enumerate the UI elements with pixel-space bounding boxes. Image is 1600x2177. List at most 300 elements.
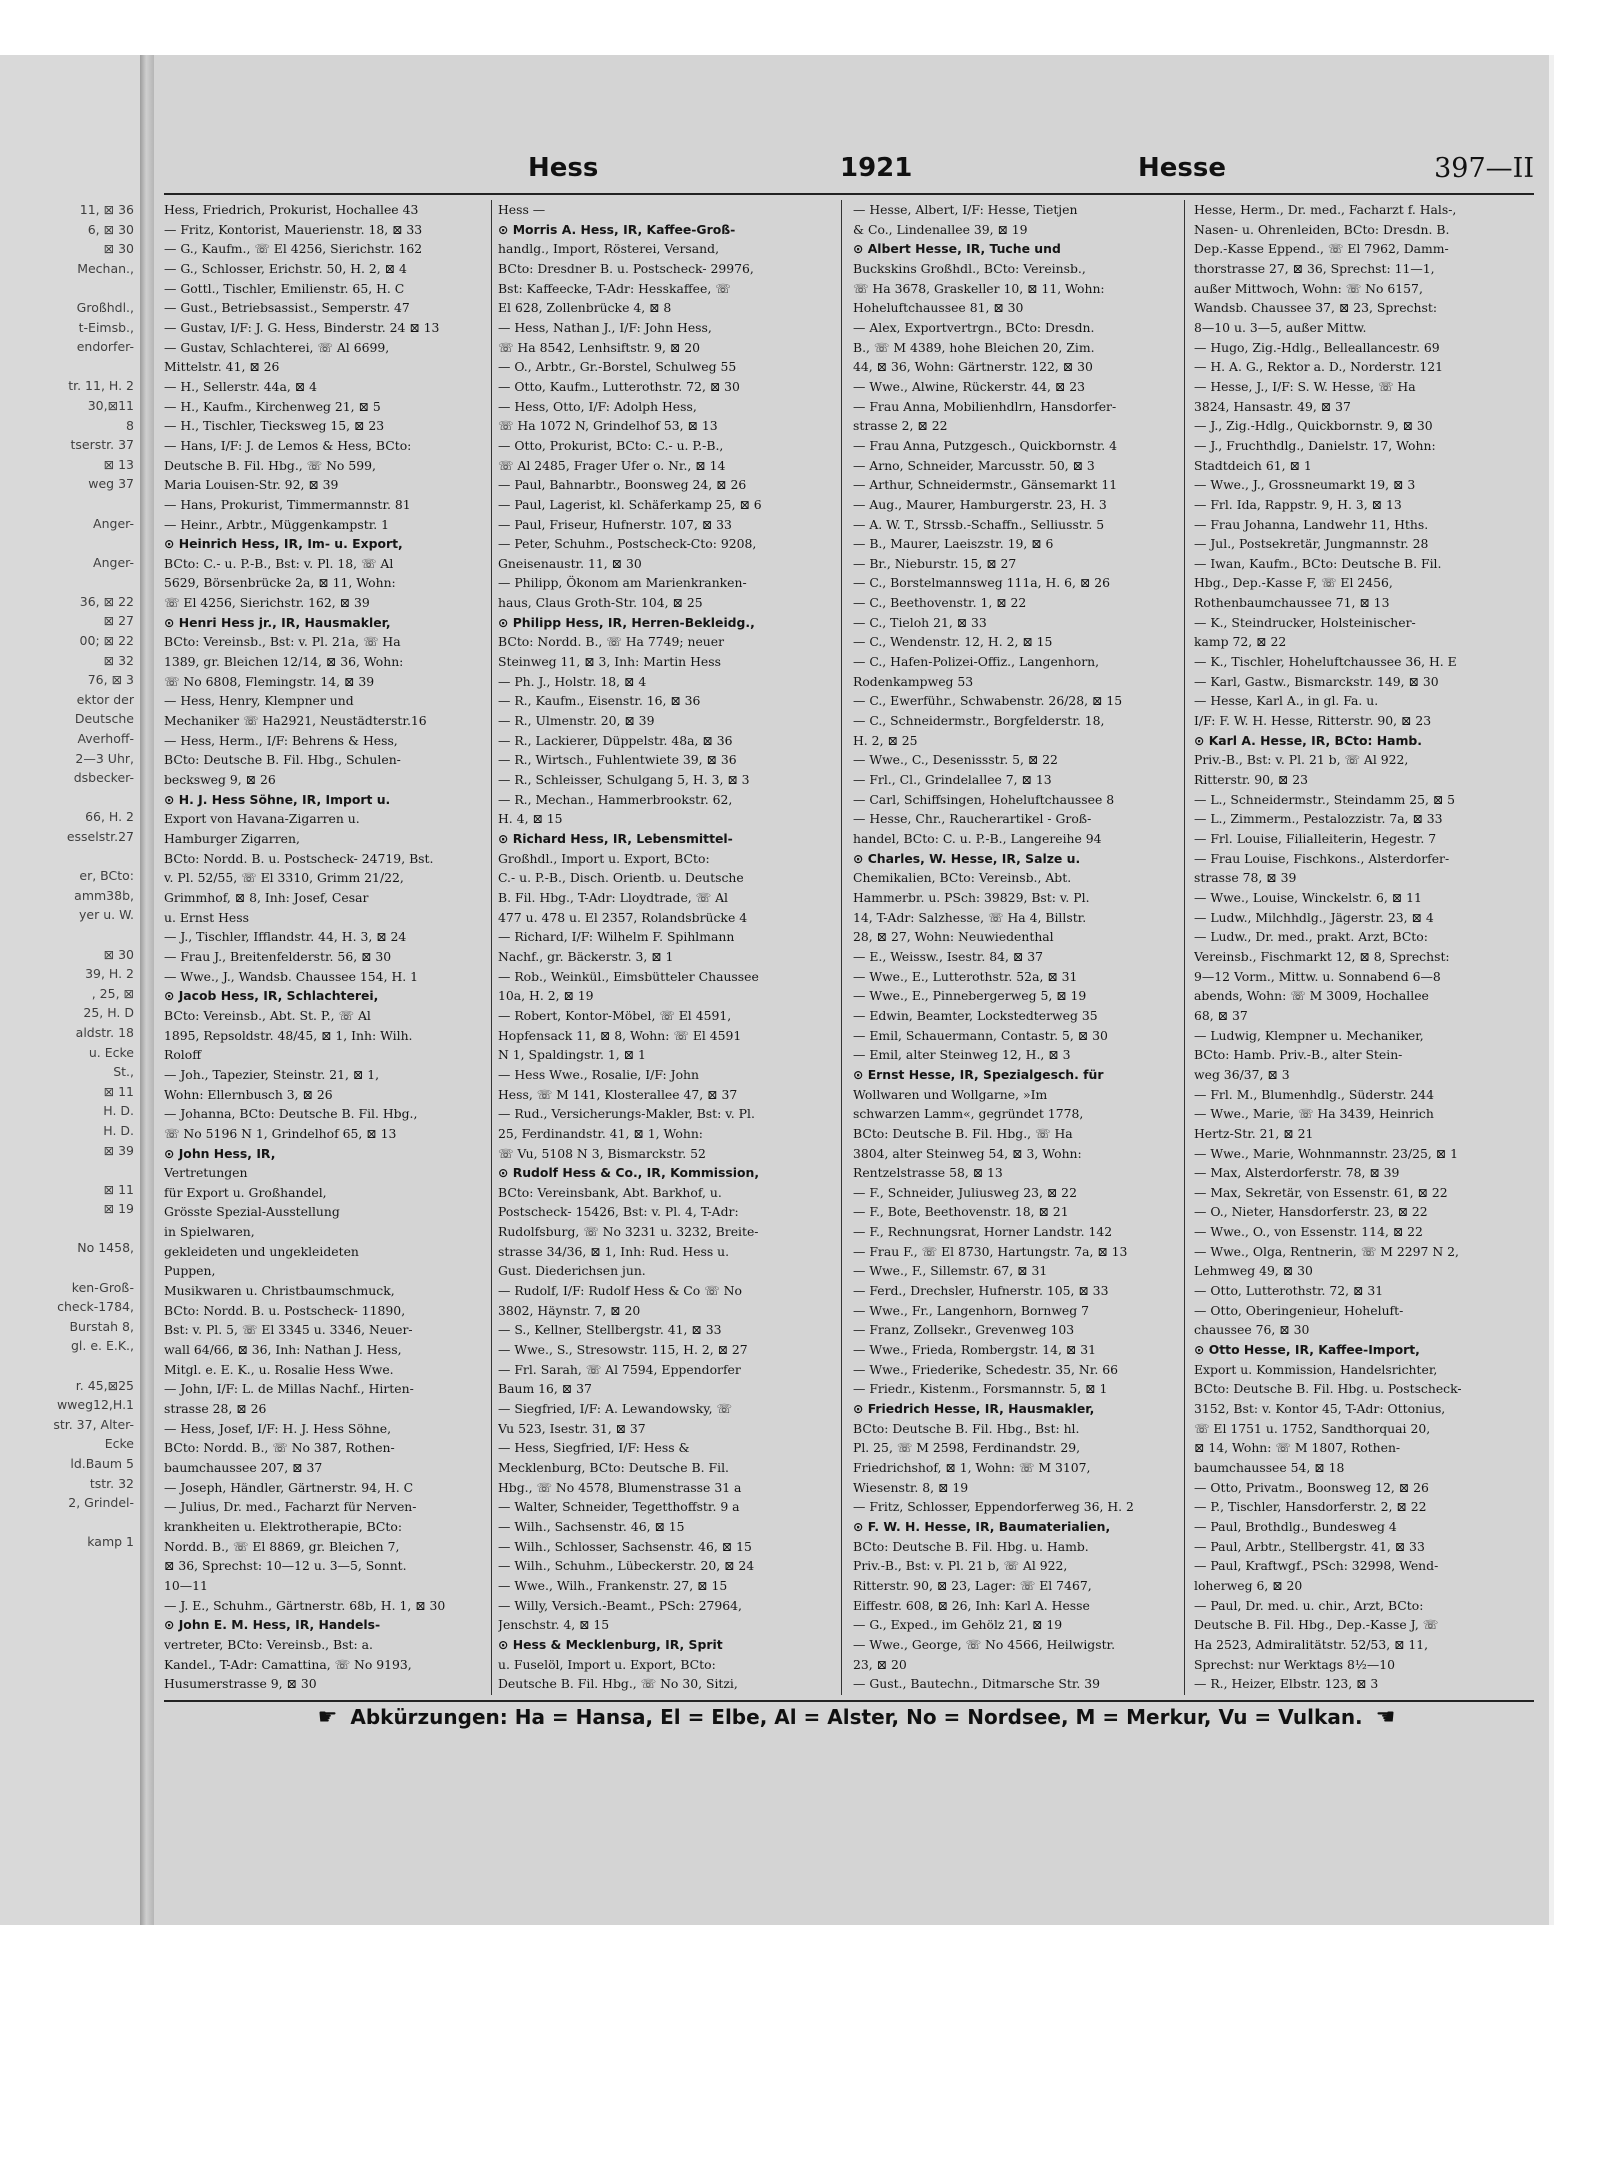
margin-line: 2—3 Uhr,	[75, 750, 134, 766]
directory-entry: — S., Kellner, Stellbergstr. 41, ⊠ 33	[498, 1322, 722, 1338]
directory-entry: — Wwe., Louise, Winckelstr. 6, ⊠ 11	[1194, 889, 1422, 905]
directory-entry: Vu 523, Isestr. 31, ⊠ 37	[498, 1420, 646, 1436]
directory-entry: — E., Weissw., Isestr. 84, ⊠ 37	[853, 948, 1043, 964]
directory-entry: baumchaussee 207, ⊠ 37	[164, 1460, 323, 1475]
directory-entry: — Otto, Privatm., Boonsweg 12, ⊠ 26	[1194, 1479, 1429, 1495]
margin-line: str. 37, Alter-	[53, 1416, 134, 1432]
directory-entry: — P., Tischler, Hansdorferstr. 2, ⊠ 22	[1194, 1499, 1427, 1515]
directory-entry: BCto: Nordd. B., ☏ Ha 7749; neuer	[498, 634, 725, 650]
directory-entry: — Wwe., Marie, ☏ Ha 3439, Heinrich	[1194, 1106, 1434, 1122]
margin-line: H. D.	[103, 1103, 134, 1119]
directory-entry: Großhdl., Import u. Export, BCto:	[498, 850, 710, 866]
directory-entry: Postscheck- 15426, Bst: v. Pl. 4, T-Adr:	[498, 1204, 739, 1220]
margin-line: yer u. W.	[79, 907, 134, 923]
directory-entry: — Ferd., Drechsler, Hufnerstr. 105, ⊠ 33	[853, 1283, 1109, 1299]
directory-entry: Buckskins Großhdl., BCto: Vereinsb.,	[853, 260, 1086, 276]
directory-entry: — Wwe., Alwine, Rückerstr. 44, ⊠ 23	[853, 378, 1086, 394]
directory-entry: ⊙ Henri Hess jr., IR, Hausmakler,	[164, 614, 391, 630]
directory-entry: ⊙ John Hess, IR,	[164, 1145, 276, 1161]
abbreviations-footer	[204, 1705, 1509, 1735]
directory-entry: Bst: v. Pl. 5, ☏ El 3345 u. 3346, Neuer-	[164, 1322, 413, 1338]
directory-entry: haus, Claus Groth-Str. 104, ⊠ 25	[498, 595, 703, 611]
directory-entry: — C., Hafen-Polizei-Offiz., Langenhorn,	[853, 654, 1100, 670]
directory-entry: — J., Zig.-Hdlg., Quickbornstr. 9, ⊠ 30	[1194, 418, 1433, 434]
header-year: 1921	[840, 153, 913, 183]
directory-entry: kamp 72, ⊠ 22	[1194, 634, 1287, 650]
directory-entry: ⊙ Rudolf Hess & Co., IR, Kommission,	[498, 1165, 760, 1181]
directory-entry: Wiesenstr. 8, ⊠ 19	[853, 1479, 969, 1495]
margin-line: 36, ⊠ 22	[79, 593, 134, 609]
directory-entry: — Rob., Weinkül., Eimsbütteler Chaussee	[498, 968, 759, 984]
directory-entry: BCto: Vereinsbank, Abt. Barkhof, u.	[498, 1184, 722, 1200]
directory-entry: — Gustav, I/F: J. G. Hess, Binderstr. 24 ⊠ 13	[164, 319, 440, 335]
directory-entry: Hammerbr. u. PSch: 39829, Bst: v. Pl.	[853, 889, 1090, 905]
directory-entry: ⊙ Richard Hess, IR, Lebensmittel-	[498, 831, 733, 846]
directory-entry: — Frau Anna, Mobilienhdlrn, Hansdorfer-	[853, 398, 1117, 414]
directory-entry: — J. E., Schuhm., Gärtnerstr. 68b, H. 1, ⊠ 30	[164, 1597, 446, 1613]
margin-line: Anger-	[93, 515, 134, 531]
directory-entry: — Wwe., F., Sillemstr. 67, ⊠ 31	[853, 1263, 1048, 1279]
directory-entry: — Frau Johanna, Landwehr 11, Hths.	[1194, 516, 1429, 532]
directory-entry: Chemikalien, BCto: Vereinsb., Abt.	[853, 870, 1072, 886]
directory-entry: Bst: Kaffeecke, T-Adr: Hesskaffee, ☏	[498, 280, 731, 296]
directory-entry: — Hess, Herm., I/F: Behrens & Hess,	[164, 732, 398, 748]
directory-entry: Priv.-B., Bst: v. Pl. 21 b, ☏ Al 922,	[853, 1558, 1068, 1574]
directory-entry: ☏ Ha 3678, Graskeller 10, ⊠ 11, Wohn:	[853, 280, 1105, 296]
directory-entry: u. Ernst Hess	[164, 909, 249, 925]
directory-entry: Vertretungen	[164, 1165, 248, 1181]
margin-line: St.,	[113, 1064, 134, 1080]
directory-entry: — Hess, Otto, I/F: Adolph Hess,	[498, 398, 697, 414]
directory-entry: — Hess, Josef, I/F: H. J. Hess Söhne,	[164, 1420, 392, 1436]
directory-entry: — Julius, Dr. med., Facharzt für Nerven-	[164, 1499, 417, 1515]
directory-entry: strasse 78, ⊠ 39	[1194, 870, 1297, 886]
margin-line: tr. 11, H. 2	[68, 378, 134, 394]
margin-line: ⊠ 27	[103, 613, 134, 629]
directory-entry: BCto: Hamb. Priv.-B., alter Stein-	[1194, 1047, 1403, 1063]
margin-line: Mechan.,	[77, 260, 134, 276]
directory-entry	[853, 1694, 1174, 1695]
directory-entry: — J., Fruchthdlg., Danielstr. 17, Wohn:	[1194, 437, 1436, 453]
directory-entry: Nordd. B., ☏ El 8869, gr. Bleichen 7,	[164, 1538, 400, 1554]
directory-entry: 8—10 u. 3—5, außer Mittw.	[1194, 319, 1367, 335]
directory-entry: Grimmhof, ⊠ 8, Inh: Josef, Cesar	[164, 889, 369, 905]
directory-entry: ⊙ H. J. Hess Söhne, IR, Import u.	[164, 791, 391, 807]
directory-entry: — Paul, Arbtr., Stellbergstr. 41, ⊠ 33	[1194, 1538, 1425, 1554]
directory-entry: 1389, gr. Bleichen 12/14, ⊠ 36, Wohn:	[164, 654, 404, 670]
column-divider	[841, 200, 842, 1695]
directory-entry: — Ludw., Milchhdlg., Jägerstr. 23, ⊠ 4	[1194, 909, 1434, 925]
margin-line: 25, H. D	[83, 1005, 134, 1021]
directory-entry: — Hesse, J., I/F: S. W. Hesse, ☏ Ha	[1194, 378, 1416, 394]
previous-page-text	[0, 200, 140, 1552]
directory-entry: — Johanna, BCto: Deutsche B. Fil. Hbg.,	[164, 1106, 418, 1122]
directory-entry: Sprechst: nur Werktags 8½—10	[1194, 1656, 1396, 1672]
directory-entry: — Richard, I/F: Wilhelm F. Spihlmann	[498, 929, 735, 945]
directory-entry: — Hugo, Zig.-Hdlg., Belleallancestr. 69	[1194, 339, 1440, 355]
directory-entry: — G., Kaufm., ☏ El 4256, Sierichstr. 162	[164, 241, 423, 257]
directory-entry: — Frl. M., Blumenhdlg., Süderstr. 244	[1194, 1086, 1435, 1102]
directory-entry: — Paul, Friseur, Hufnerstr. 107, ⊠ 33	[498, 516, 732, 532]
margin-line: ⊠ 11	[103, 1181, 134, 1197]
directory-entry: ⊙ Karl A. Hesse, IR, BCto: Hamb.	[1194, 732, 1422, 748]
margin-line: ⊠ 30	[103, 241, 134, 257]
directory-entry: B., ☏ M 4389, hohe Bleichen 20, Zim.	[853, 339, 1095, 355]
margin-line: ⊠ 19	[103, 1201, 134, 1217]
directory-entry: ⊙ F. W. H. Hesse, IR, Baumaterialien,	[853, 1518, 1111, 1534]
directory-entry: 10—11	[164, 1577, 208, 1593]
directory-entry: — Wwe., J., Wandsb. Chaussee 154, H. 1	[164, 968, 419, 984]
directory-entry: Hess, Friedrich, Prokurist, Hochallee 43	[164, 202, 419, 217]
directory-entry: Steinweg 11, ⊠ 3, Inh: Martin Hess	[498, 654, 721, 670]
margin-line	[0, 847, 140, 867]
directory-entry: — Emil, alter Steinweg 12, H., ⊠ 3	[853, 1047, 1071, 1063]
directory-entry: Hesse, Herm., Dr. med., Facharzt f. Hals-,	[1194, 202, 1457, 217]
directory-entry: — C., Schneidermstr., Borgfelderstr. 18,	[853, 713, 1105, 729]
directory-entry: — Walter, Schneider, Tegetthoffstr. 9 a	[498, 1499, 740, 1515]
margin-line: 6, ⊠ 30	[87, 221, 134, 237]
directory-column-4	[1194, 200, 1539, 1695]
margin-line: amm38b,	[74, 887, 134, 903]
directory-entry: — Ph. J., Holstr. 18, ⊠ 4	[498, 673, 647, 689]
directory-entry	[498, 1694, 819, 1695]
directory-entry: — Edwin, Beamter, Lockstedterweg 35	[853, 1007, 1098, 1023]
directory-entry: — R., Ulmenstr. 20, ⊠ 39	[498, 713, 655, 729]
directory-entry: — Wwe., Frieda, Rombergstr. 14, ⊠ 31	[853, 1342, 1096, 1358]
directory-entry: strasse 28, ⊠ 26	[164, 1401, 267, 1417]
margin-line: , 25, ⊠	[91, 985, 134, 1001]
margin-line: Averhoff-	[77, 731, 134, 747]
directory-entry: — Wwe., Marie, Wohnmannstr. 23/25, ⊠ 1	[1194, 1145, 1458, 1161]
margin-line	[0, 278, 140, 298]
directory-entry: abends, Wohn: ☏ M 3009, Hochallee	[1194, 988, 1429, 1004]
margin-line: 00; ⊠ 22	[79, 633, 134, 649]
directory-entry: Rudolfsburg, ☏ No 3231 u. 3232, Breite-	[498, 1224, 759, 1240]
directory-column-2	[498, 200, 819, 1695]
directory-entry: Dep.-Kasse Eppend., ☏ El 7962, Damm-	[1194, 241, 1449, 257]
directory-entry: Kandel., T-Adr: Camattina, ☏ No 9193,	[164, 1656, 412, 1672]
directory-entry: — Wwe., Olga, Rentnerin, ☏ M 2297 N 2,	[1194, 1243, 1459, 1259]
column-divider	[1184, 200, 1185, 1695]
directory-entry: — Paul, Brothdlg., Bundesweg 4	[1194, 1518, 1397, 1534]
directory-entry	[164, 1694, 485, 1695]
directory-entry: u. Fuselöl, Import u. Export, BCto:	[498, 1656, 716, 1672]
margin-line	[0, 572, 140, 592]
directory-entry: B. Fil. Hbg., T-Adr: Lloydtrade, ☏ Al	[498, 889, 728, 905]
directory-entry: — Ludwig, Klempner u. Mechaniker,	[1194, 1027, 1424, 1043]
directory-entry: — L., Schneidermstr., Steindamm 25, ⊠ 5	[1194, 791, 1456, 807]
directory-entry: Mechaniker ☏ Ha2921, Neustädterstr.16	[164, 713, 427, 729]
directory-entry: ⊠ 14, Wohn: ☏ M 1807, Rothen-	[1194, 1440, 1401, 1456]
directory-entry: 44, ⊠ 36, Wohn: Gärtnerstr. 122, ⊠ 30	[853, 359, 1093, 375]
directory-entry: Maria Louisen-Str. 92, ⊠ 39	[164, 477, 339, 493]
directory-entry: 14, T-Adr: Salzhesse, ☏ Ha 4, Billstr.	[853, 909, 1087, 925]
directory-entry: 9—12 Vorm., Mittw. u. Sonnabend 6—8	[1194, 968, 1441, 984]
directory-entry: — Friedr., Kistenm., Forsmannstr. 5, ⊠ 1	[853, 1381, 1108, 1397]
directory-entry: — Wwe., Fr., Langenhorn, Bornweg 7	[853, 1302, 1090, 1318]
directory-entry: 3802, Häynstr. 7, ⊠ 20	[498, 1302, 641, 1318]
directory-entry: — Gust., Betriebsassist., Semperstr. 47	[164, 300, 410, 316]
directory-entry: — Fritz, Schlosser, Eppendorferweg 36, H. 2	[853, 1499, 1134, 1515]
margin-line: 11, ⊠ 36	[79, 202, 134, 217]
margin-line: u. Ecke	[88, 1044, 134, 1060]
directory-entry: — C., Beethovenstr. 1, ⊠ 22	[853, 595, 1027, 611]
directory-entry: Hopfensack 11, ⊠ 8, Wohn: ☏ El 4591	[498, 1027, 742, 1043]
directory-entry: ☏ El 4256, Sierichstr. 162, ⊠ 39	[164, 595, 370, 611]
margin-line	[0, 1356, 140, 1376]
directory-entry: Wohn: Ellernbusch 3, ⊠ 26	[164, 1086, 333, 1102]
margin-line	[0, 1258, 140, 1278]
directory-entry: Jenschstr. 4, ⊠ 15	[498, 1617, 610, 1633]
directory-entry: — G., Exped., im Gehölz 21, ⊠ 19	[853, 1617, 1063, 1633]
directory-columns	[164, 200, 1539, 1695]
directory-entry: Ha 2523, Admiralitätstr. 52/53, ⊠ 11,	[1194, 1636, 1429, 1652]
directory-entry: — Willy, Versich.-Beamt., PSch: 27964,	[498, 1597, 742, 1613]
directory-entry: — John, I/F: L. de Millas Nachf., Hirten-	[164, 1381, 414, 1397]
margin-line: endorfer-	[76, 339, 134, 355]
directory-entry: 3804, alter Steinweg 54, ⊠ 3, Wohn:	[853, 1145, 1082, 1161]
directory-entry: BCto: Deutsche B. Fil. Hbg. u. Postscheck-	[1194, 1381, 1462, 1397]
directory-entry: vertreter, BCto: Vereinsb., Bst: a.	[164, 1636, 373, 1652]
directory-entry: Hbg., Dep.-Kasse F, ☏ El 2456,	[1194, 575, 1393, 591]
margin-line: er, BCto:	[79, 868, 134, 884]
directory-entry: H. 4, ⊠ 15	[498, 811, 563, 827]
directory-entry: — R., Schleisser, Schulgang 5, H. 3, ⊠ 3	[498, 772, 750, 788]
directory-entry: 3152, Bst: v. Kontor 45, T-Adr: Ottonius,	[1194, 1401, 1446, 1417]
margin-line: ⊠ 11	[103, 1083, 134, 1099]
header-rule	[164, 193, 1534, 195]
directory-entry: Musikwaren u. Christbaumschmuck,	[164, 1283, 395, 1299]
directory-entry: — Otto, Lutterothstr. 72, ⊠ 31	[1194, 1283, 1384, 1299]
directory-entry: I/F: F. W. H. Hesse, Ritterstr. 90, ⊠ 23	[1194, 713, 1432, 729]
directory-entry: ⊙ Philipp Hess, IR, Herren-Bekleidg.,	[498, 614, 755, 630]
directory-entry: baumchaussee 54, ⊠ 18	[1194, 1460, 1345, 1475]
directory-entry: — Gustav, Schlachterei, ☏ Al 6699,	[164, 339, 390, 355]
margin-line: 39, H. 2	[85, 966, 134, 982]
directory-entry: — H., Tischler, Tiecksweg 15, ⊠ 23	[164, 418, 385, 434]
directory-entry: Ritterstr. 90, ⊠ 23	[1194, 772, 1309, 788]
directory-entry: — Wwe., J., Grossneumarkt 19, ⊠ 3	[1194, 477, 1416, 493]
margin-line: esselstr.27	[66, 829, 134, 844]
directory-entry: wall 64/66, ⊠ 36, Inh: Nathan J. Hess,	[164, 1342, 402, 1358]
directory-entry: krankheiten u. Elektrotherapie, BCto:	[164, 1518, 403, 1534]
directory-entry: 1895, Repsoldstr. 48/45, ⊠ 1, Inh: Wilh.	[164, 1027, 413, 1043]
directory-column-1	[164, 200, 485, 1695]
directory-entry: becksweg 9, ⊠ 26	[164, 772, 276, 788]
margin-line: t-Eimsb.,	[78, 319, 134, 335]
abbreviations-text: Abkürzungen: Ha = Hansa, El = Elbe, Al = Alster, No = Nordsee, M = Merkur, Vu = Vulkan.	[350, 1705, 1363, 1729]
directory-entry: — Heinr., Arbtr., Müggenkampstr. 1	[164, 516, 390, 532]
directory-entry: Deutsche B. Fil. Hbg., Dep.-Kasse J, ☏	[1194, 1617, 1439, 1633]
directory-entry: — Frl., Cl., Grindelallee 7, ⊠ 13	[853, 772, 1052, 788]
margin-line	[0, 533, 140, 553]
directory-entry: — Joseph, Händler, Gärtnerstr. 94, H. C	[164, 1479, 414, 1495]
directory-entry: — Otto, Oberingenieur, Hoheluft-	[1194, 1302, 1404, 1318]
directory-entry: Gust. Diederichsen jun.	[498, 1263, 646, 1279]
directory-entry: Hbg., ☏ No 4578, Blumenstrasse 31 a	[498, 1479, 742, 1495]
directory-entry: H. 2, ⊠ 25	[853, 732, 918, 748]
directory-entry: ⊙ Charles, W. Hesse, IR, Salze u.	[853, 850, 1081, 866]
directory-entry: — Frau F., ☏ El 8730, Hartungstr. 7a, ⊠ 13	[853, 1243, 1128, 1259]
directory-entry: BCto: Nordd. B., ☏ No 387, Rothen-	[164, 1440, 395, 1456]
directory-entry: — Philipp, Ökonom am Marienkranken-	[498, 575, 747, 591]
margin-line: 66, H. 2	[85, 809, 134, 825]
directory-entry: — Paul, Dr. med. u. chir., Arzt, BCto:	[1194, 1597, 1424, 1613]
directory-entry: — Jul., Postsekretär, Jungmannstr. 28	[1194, 536, 1429, 552]
margin-line	[0, 1219, 140, 1239]
margin-line: r. 45,⊠25	[75, 1377, 134, 1393]
margin-line	[0, 1160, 140, 1180]
margin-line: Anger-	[93, 554, 134, 570]
column-divider	[491, 200, 492, 1695]
directory-entry: — Hess, Henry, Klempner und	[164, 693, 354, 709]
directory-entry: strasse 2, ⊠ 22	[853, 418, 948, 434]
page-header	[164, 153, 1534, 193]
directory-entry: gekleideten und ungekleideten	[164, 1243, 359, 1259]
directory-entry: Pl. 25, ☏ M 2598, Ferdinandstr. 29,	[853, 1440, 1081, 1456]
margin-line: No 1458,	[77, 1240, 134, 1256]
directory-entry: — Wwe., Friederike, Schedestr. 35, Nr. 66	[853, 1361, 1118, 1377]
margin-line: check-1784,	[57, 1299, 134, 1315]
directory-entry: ⊙ Otto Hesse, IR, Kaffee-Import,	[1194, 1342, 1420, 1358]
margin-line: ld.Baum 5	[70, 1456, 134, 1471]
directory-entry: Deutsche B. Fil. Hbg., ☏ No 599,	[164, 457, 376, 473]
directory-entry: Hamburger Zigarren,	[164, 831, 300, 846]
directory-entry	[1194, 1694, 1539, 1695]
directory-entry: Hertz-Str. 21, ⊠ 21	[1194, 1125, 1314, 1141]
pointing-hand-icon: ☚	[1375, 1705, 1396, 1730]
directory-entry: — Franz, Zollsekr., Grevenweg 103	[853, 1322, 1075, 1338]
margin-line: 2, Grindel-	[68, 1495, 134, 1511]
directory-entry: — R., Wirtsch., Fuhlentwiete 39, ⊠ 36	[498, 752, 737, 768]
directory-entry: Nachf., gr. Bäckerstr. 3, ⊠ 1	[498, 948, 674, 964]
margin-line: tserstr. 37	[70, 437, 134, 453]
header-left-word: Hess	[528, 153, 599, 183]
directory-entry: — Wwe., E., Lutterothstr. 52a, ⊠ 31	[853, 968, 1078, 984]
directory-entry: — Hess, Siegfried, I/F: Hess &	[498, 1440, 690, 1456]
directory-entry: — R., Mechan., Hammerbrookstr. 62,	[498, 791, 733, 807]
directory-entry: — Frau Anna, Putzgesch., Quickbornstr. 4	[853, 437, 1118, 453]
directory-entry: — Wwe., S., Stresowstr. 115, H. 2, ⊠ 27	[498, 1342, 748, 1358]
directory-entry: C.- u. P.-B., Disch. Orientb. u. Deutsche	[498, 870, 744, 886]
directory-entry: — Wwe., O., von Essenstr. 114, ⊠ 22	[1194, 1224, 1423, 1240]
directory-entry: weg 36/37, ⊠ 3	[1194, 1066, 1290, 1082]
directory-entry: BCto: Deutsche B. Fil. Hbg. u. Hamb.	[853, 1538, 1089, 1554]
directory-entry: — F., Bote, Beethovenstr. 18, ⊠ 21	[853, 1204, 1069, 1220]
directory-entry: — O., Nieter, Hansdorferstr. 23, ⊠ 22	[1194, 1204, 1428, 1220]
directory-entry: Rothenbaumchaussee 71, ⊠ 13	[1194, 595, 1390, 611]
directory-entry: Wollwaren und Wollgarne, »Im	[853, 1086, 1048, 1102]
margin-line: 76, ⊠ 3	[87, 672, 134, 688]
directory-entry: BCto: Deutsche B. Fil. Hbg., Bst: hl.	[853, 1420, 1080, 1436]
book-gutter	[140, 55, 154, 1925]
directory-entry: Export von Havana-Zigarren u.	[164, 811, 360, 827]
pointing-hand-icon: ☛	[317, 1705, 338, 1730]
directory-entry: — Iwan, Kaufm., BCto: Deutsche B. Fil.	[1194, 555, 1442, 571]
directory-entry: — Frl. Ida, Rappstr. 9, H. 3, ⊠ 13	[1194, 496, 1402, 512]
directory-entry: — Fritz, Kontorist, Mauerienstr. 18, ⊠ 33	[164, 221, 423, 237]
directory-entry: — Paul, Kraftwgf., PSch: 32998, Wend-	[1194, 1558, 1439, 1574]
directory-entry: Mecklenburg, BCto: Deutsche B. Fil.	[498, 1460, 729, 1475]
directory-entry: — O., Arbtr., Gr.-Borstel, Schulweg 55	[498, 359, 737, 375]
directory-entry: Priv.-B., Bst: v. Pl. 21 b, ☏ Al 922,	[1194, 752, 1409, 768]
directory-entry: ☏ Ha 8542, Lenhsiftstr. 9, ⊠ 20	[498, 339, 701, 355]
directory-entry: — F., Schneider, Juliusweg 23, ⊠ 22	[853, 1184, 1077, 1200]
directory-entry: chaussee 76, ⊠ 30	[1194, 1322, 1310, 1338]
directory-entry: — Peter, Schuhm., Postscheck-Cto: 9208,	[498, 536, 757, 552]
directory-entry: — Ludw., Dr. med., prakt. Arzt, BCto:	[1194, 929, 1428, 945]
directory-entry: BCto: Deutsche B. Fil. Hbg., Schulen-	[164, 752, 401, 768]
directory-entry: — H., Kaufm., Kirchenweg 21, ⊠ 5	[164, 398, 381, 414]
directory-entry: Export u. Kommission, Handelsrichter,	[1194, 1361, 1438, 1377]
directory-entry: 10a, H. 2, ⊠ 19	[498, 988, 594, 1004]
directory-entry: Lehmweg 49, ⊠ 30	[1194, 1263, 1313, 1279]
header-right-word: Hesse	[1138, 153, 1226, 183]
margin-line: gl. e. E.K.,	[70, 1338, 134, 1354]
margin-line: aldstr. 18	[75, 1024, 134, 1040]
page-number: 397—II	[1434, 153, 1534, 184]
directory-entry: BCto: C.- u. P.-B., Bst: v. Pl. 18, ☏ Al	[164, 555, 394, 571]
directory-entry: schwarzen Lamm«, gegründet 1778,	[853, 1106, 1084, 1122]
directory-entry: — A. W. T., Strssb.-Schaffn., Selliusstr. 5	[853, 516, 1105, 532]
directory-entry: 3824, Hansastr. 49, ⊠ 37	[1194, 398, 1351, 414]
directory-entry: BCto: Vereinsb., Abt. St. P., ☏ Al	[164, 1007, 371, 1023]
directory-column-3	[853, 200, 1174, 1695]
directory-entry: — B., Maurer, Laeiszstr. 19, ⊠ 6	[853, 536, 1054, 552]
directory-entry: — Aug., Maurer, Hamburgerstr. 23, H. 3	[853, 496, 1107, 512]
directory-entry: N 1, Spaldingstr. 1, ⊠ 1	[498, 1047, 646, 1063]
directory-entry: — K., Steindrucker, Holsteinischer-	[1194, 614, 1416, 630]
directory-entry: — Arno, Schneider, Marcusstr. 50, ⊠ 3	[853, 457, 1095, 473]
directory-entry: ⊙ John E. M. Hess, IR, Handels-	[164, 1617, 381, 1633]
directory-entry: — J., Tischler, Ifflandstr. 44, H. 3, ⊠ 24	[164, 929, 407, 945]
directory-entry: — Emil, Schauermann, Contastr. 5, ⊠ 30	[853, 1027, 1108, 1043]
directory-entry: Hess —	[498, 202, 546, 217]
directory-entry: 68, ⊠ 37	[1194, 1007, 1248, 1023]
directory-entry: — C., Borstelmannsweg 111a, H. 6, ⊠ 26	[853, 575, 1111, 591]
directory-entry: — C., Ewerführ., Schwabenstr. 26/28, ⊠ 15	[853, 693, 1123, 709]
margin-line: tstr. 32	[89, 1475, 134, 1491]
directory-entry: — Arthur, Schneidermstr., Gänsemarkt 11	[853, 477, 1118, 493]
directory-entry: Rentzelstrasse 58, ⊠ 13	[853, 1165, 1003, 1181]
directory-entry: — Hess Wwe., Rosalie, I/F: John	[498, 1066, 700, 1082]
directory-entry: loherweg 6, ⊠ 20	[1194, 1577, 1303, 1593]
directory-entry: — Hesse, Albert, I/F: Hesse, Tietjen	[853, 202, 1078, 217]
directory-entry: — Hesse, Karl A., in gl. Fa. u.	[1194, 693, 1379, 709]
directory-entry: Rodenkampweg 53	[853, 673, 974, 689]
directory-entry: in Spielwaren,	[164, 1224, 255, 1240]
directory-entry: — Alex, Exportvertrgn., BCto: Dresdn.	[853, 319, 1095, 335]
directory-entry: thorstrasse 27, ⊠ 36, Sprechst: 11—1,	[1194, 260, 1435, 276]
margin-line: ken-Groß-	[71, 1279, 134, 1295]
directory-entry: Mitgl. e. E. K., u. Rosalie Hess Wwe.	[164, 1361, 394, 1377]
directory-entry: — G., Schlosser, Erichstr. 50, H. 2, ⊠ 4	[164, 260, 407, 276]
directory-entry: — F., Rechnungsrat, Horner Landstr. 142	[853, 1224, 1113, 1240]
directory-entry: 28, ⊠ 27, Wohn: Neuwiedenthal	[853, 929, 1054, 945]
directory-entry: handel, BCto: C. u. P.-B., Langereihe 94	[853, 831, 1102, 846]
directory-entry: Friedrichshof, ⊠ 1, Wohn: ☏ M 3107,	[853, 1460, 1091, 1475]
directory-entry: ⊠ 36, Sprechst: 10—12 u. 3—5, Sonnt.	[164, 1558, 407, 1574]
directory-entry: ☏ Ha 1072 N, Grindelhof 53, ⊠ 13	[498, 418, 718, 434]
directory-entry: 25, Ferdinandstr. 41, ⊠ 1, Wohn:	[498, 1125, 703, 1141]
margin-line: wweg12,H.1	[56, 1397, 134, 1413]
directory-entry: — Frau J., Breitenfelderstr. 56, ⊠ 30	[164, 948, 392, 964]
directory-entry: — Wilh., Schlosser, Sachsenstr. 46, ⊠ 15	[498, 1538, 752, 1554]
directory-entry: ☏ Vu, 5108 N 3, Bismarckstr. 52	[498, 1145, 706, 1161]
margin-line: H. D.	[103, 1122, 134, 1138]
directory-entry: 5629, Börsenbrücke 2a, ⊠ 11, Wohn:	[164, 575, 396, 591]
directory-entry: ⊙ Jacob Hess, IR, Schlachterei,	[164, 988, 379, 1004]
